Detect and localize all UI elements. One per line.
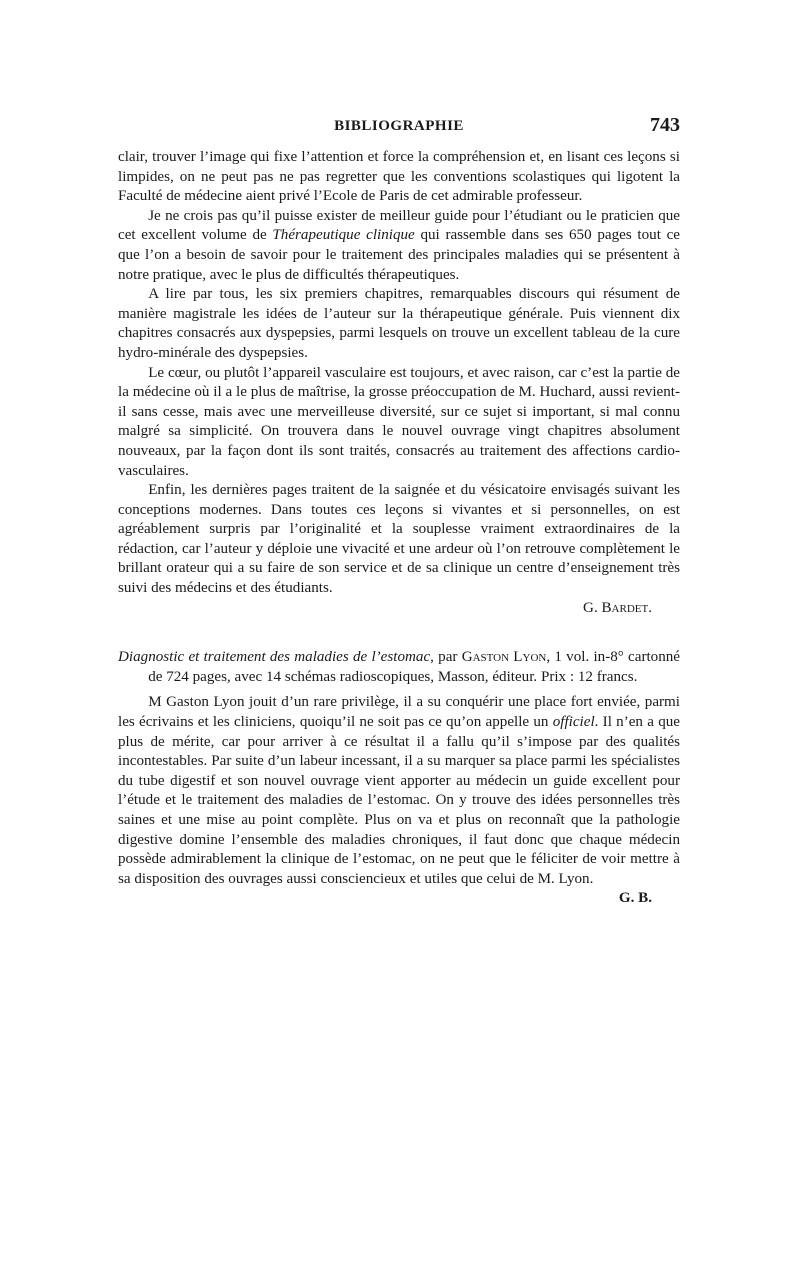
- book-title: Thérapeutique clinique: [272, 227, 415, 244]
- text-run: , par: [430, 649, 462, 666]
- review-details: , 1 vol. in-8° cartonné de 724 pages, avec 14 schémas radioscopiques, Masson, éditeur. Prix : 12 francs.: [148, 649, 680, 685]
- section-gap: [118, 618, 680, 648]
- paragraph: Le cœur, ou plutôt l’appareil vasculaire est toujours, et avec raison, car c’est la partie de la médecine où il a le plus de maîtrise, la grosse préoccupation de M. Huchard, aussi revient-il sans cesse, mais avec une merveilleuse diversité, sur ce sujet si important, si mal connu malgré sa simplicité. On trouvera dans le nouvel ouvrage vingt chapitres absolument nouveaux, par la façon dont ils sont traités, consacrés au traitement des affections cardio-vasculaires.: [118, 364, 680, 479]
- running-title: BIBLIOGRAPHIE: [334, 118, 464, 134]
- text-run: qui rassemble dans ses 650 pages tout ce que l’on a besoin de savoir pour le traitement des principales maladies qui se présentent à notre pratique, avec le plus de difficultés thérapeutiques.: [118, 227, 680, 283]
- page-body: [118, 148, 680, 909]
- paragraph: [118, 207, 680, 285]
- text-run: . Il n’en a que plus de mérite, car pour arriver à ce résultat il a fallu qu’il s’impose par des qualités incontestables. Par suite d’un labeur incessant, il a su marquer sa place parmi les spécialistes du tube digestif et son nouvel ouvrage vient apporter au médecin un guide excellent pour l’étude et le traitement des maladies de l’estomac. On y trouve des idées personnelles très saines et une mise au point complète. Plus on va et plus on reconnaît que la pathologie digestive domine l’ensemble des maladies chroniques, il faut donc que chaque médecin possède admirablement la clinique de l’estomac, on ne peut que le féliciter de voir mettre à sa disposition des ouvrages aussi consciencieux et utiles que celui de M. Lyon.: [118, 714, 680, 887]
- paragraph: [118, 693, 680, 889]
- text-run: Je ne crois pas qu’il puisse exister de meilleur guide pour l’étudiant ou le praticien que cet excellent volume de: [118, 207, 680, 244]
- review-author: Gaston Lyon: [461, 649, 547, 666]
- review-heading: [118, 648, 680, 687]
- paragraph: Enfin, les dernières pages traitent de la saignée et du vésicatoire envisagés suivant les conceptions modernes. Dans toutes ces leçons si vivantes et si personnelles, on est agréablement surpris par l’originalité et la souplesse vraiment extraordinaires de la rédaction, car l’auteur y déploie une vivacité et une ardeur où l’on retrouve complètement le brillant orateur qui a su faire de son service et de sa clinique un centre d’enseignement très suivi des médecins et des étudiants.: [118, 482, 680, 597]
- review-book-title: Diagnostic et traitement des maladies de l’estomac: [118, 649, 431, 666]
- paragraph: A lire par tous, les six premiers chapitres, remarquables discours qui résument de manière magistrale les idées de l’auteur sur la thérapeutique générale. Puis viennent dix chapitres consacrés aux dyspepsies, parmi lesquels on trouve un excellent tableau de la cure hydro-minérale des dyspepsies.: [118, 286, 680, 361]
- text-run: M Gaston Lyon jouit d’un rare privilège, il a su conquérir une place fort enviée, parmi les écrivains et les cliniciens, quoiqu’il ne soit pas ce qu’on appelle un: [118, 694, 680, 731]
- page-number: 743: [650, 114, 680, 136]
- page-header: [118, 114, 680, 140]
- emphasis: officiel: [552, 714, 595, 731]
- signature: G. B.: [618, 890, 652, 907]
- paragraph: clair, trouver l’image qui fixe l’attention et force la compréhension et, en lisant ces leçons si limpides, on ne peut pas ne pas regretter que les conventions scolastiques qui ligotent la Faculté de médecine aient privé l’Ecole de Paris de cet admirable professeur.: [118, 149, 680, 205]
- signature: G. Bardet.: [583, 599, 652, 616]
